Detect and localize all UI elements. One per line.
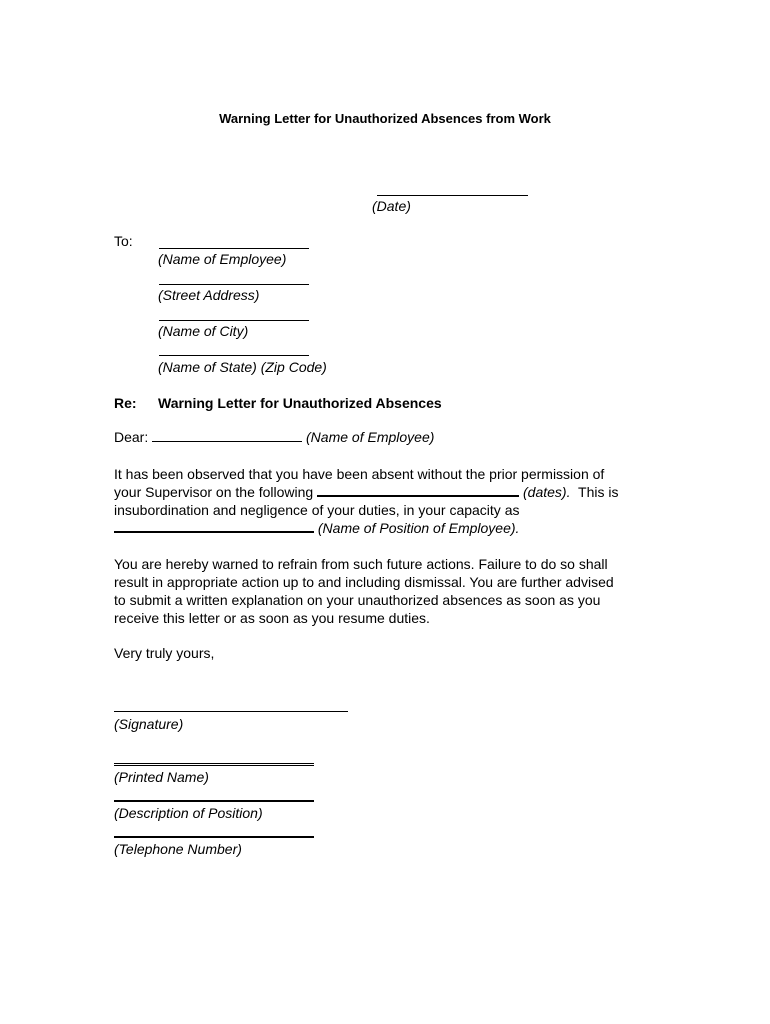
paragraph-observation: [114, 465, 659, 537]
position-description-blank[interactable]: [114, 800, 314, 802]
position-description-label: (Description of Position): [114, 805, 263, 821]
telephone-blank[interactable]: [114, 836, 314, 838]
signature-blank[interactable]: [114, 711, 348, 712]
paragraph1-line4: [114, 519, 659, 537]
paragraph2-line1: You are hereby warned to refrain from such future actions. Failure to do so shall: [114, 556, 608, 572]
paragraph2-line2: result in appropriate action up to and including dismissal. You are further advised: [114, 574, 614, 590]
document-title: Warning Letter for Unauthorized Absences from Work: [219, 111, 551, 126]
state-zip-label: (Name of State) (Zip Code): [158, 359, 327, 375]
salutation-name-blank[interactable]: [152, 430, 302, 442]
dates-blank[interactable]: [317, 484, 519, 497]
state-zip-blank[interactable]: [159, 355, 309, 356]
printed-name-label: (Printed Name): [114, 769, 209, 785]
paragraph1-line2-suffix: This is: [578, 484, 619, 500]
telephone-label: (Telephone Number): [114, 841, 242, 857]
printed-name-blank[interactable]: [114, 763, 314, 766]
paragraph1-line2-prefix: your Supervisor on the following: [114, 484, 314, 500]
signature-label: (Signature): [114, 716, 184, 732]
city-label: (Name of City): [158, 323, 249, 339]
employee-name-label: (Name of Employee): [158, 251, 287, 267]
salutation-prefix: Dear:: [114, 429, 149, 445]
position-blank[interactable]: [114, 520, 314, 533]
paragraph-warning: [114, 555, 659, 627]
paragraph1-line2: [114, 483, 659, 501]
to-label: To:: [114, 233, 133, 249]
paragraph2-line3: to submit a written explanation on your unauthorized absences as soon as you: [114, 592, 601, 608]
city-blank[interactable]: [159, 320, 309, 321]
salutation-name-label: (Name of Employee): [306, 429, 435, 445]
re-subject: Warning Letter for Unauthorized Absences: [158, 395, 442, 411]
street-address-blank[interactable]: [159, 284, 309, 285]
date-blank[interactable]: [377, 195, 528, 196]
re-label: Re:: [114, 395, 137, 411]
salutation: [114, 429, 434, 445]
street-address-label: (Street Address): [158, 287, 260, 303]
dates-label: (dates).: [523, 484, 571, 500]
position-label: (Name of Position of Employee).: [317, 520, 520, 536]
closing: Very truly yours,: [114, 645, 215, 661]
paragraph1-line3: insubordination and negligence of your duties, in your capacity as: [114, 502, 520, 518]
paragraph2-line4: receive this letter or as soon as you resume duties.: [114, 610, 430, 626]
employee-name-blank[interactable]: [159, 248, 309, 249]
paragraph1-line1: It has been observed that you have been absent without the prior permission of: [114, 466, 605, 482]
date-label: (Date): [372, 198, 411, 214]
